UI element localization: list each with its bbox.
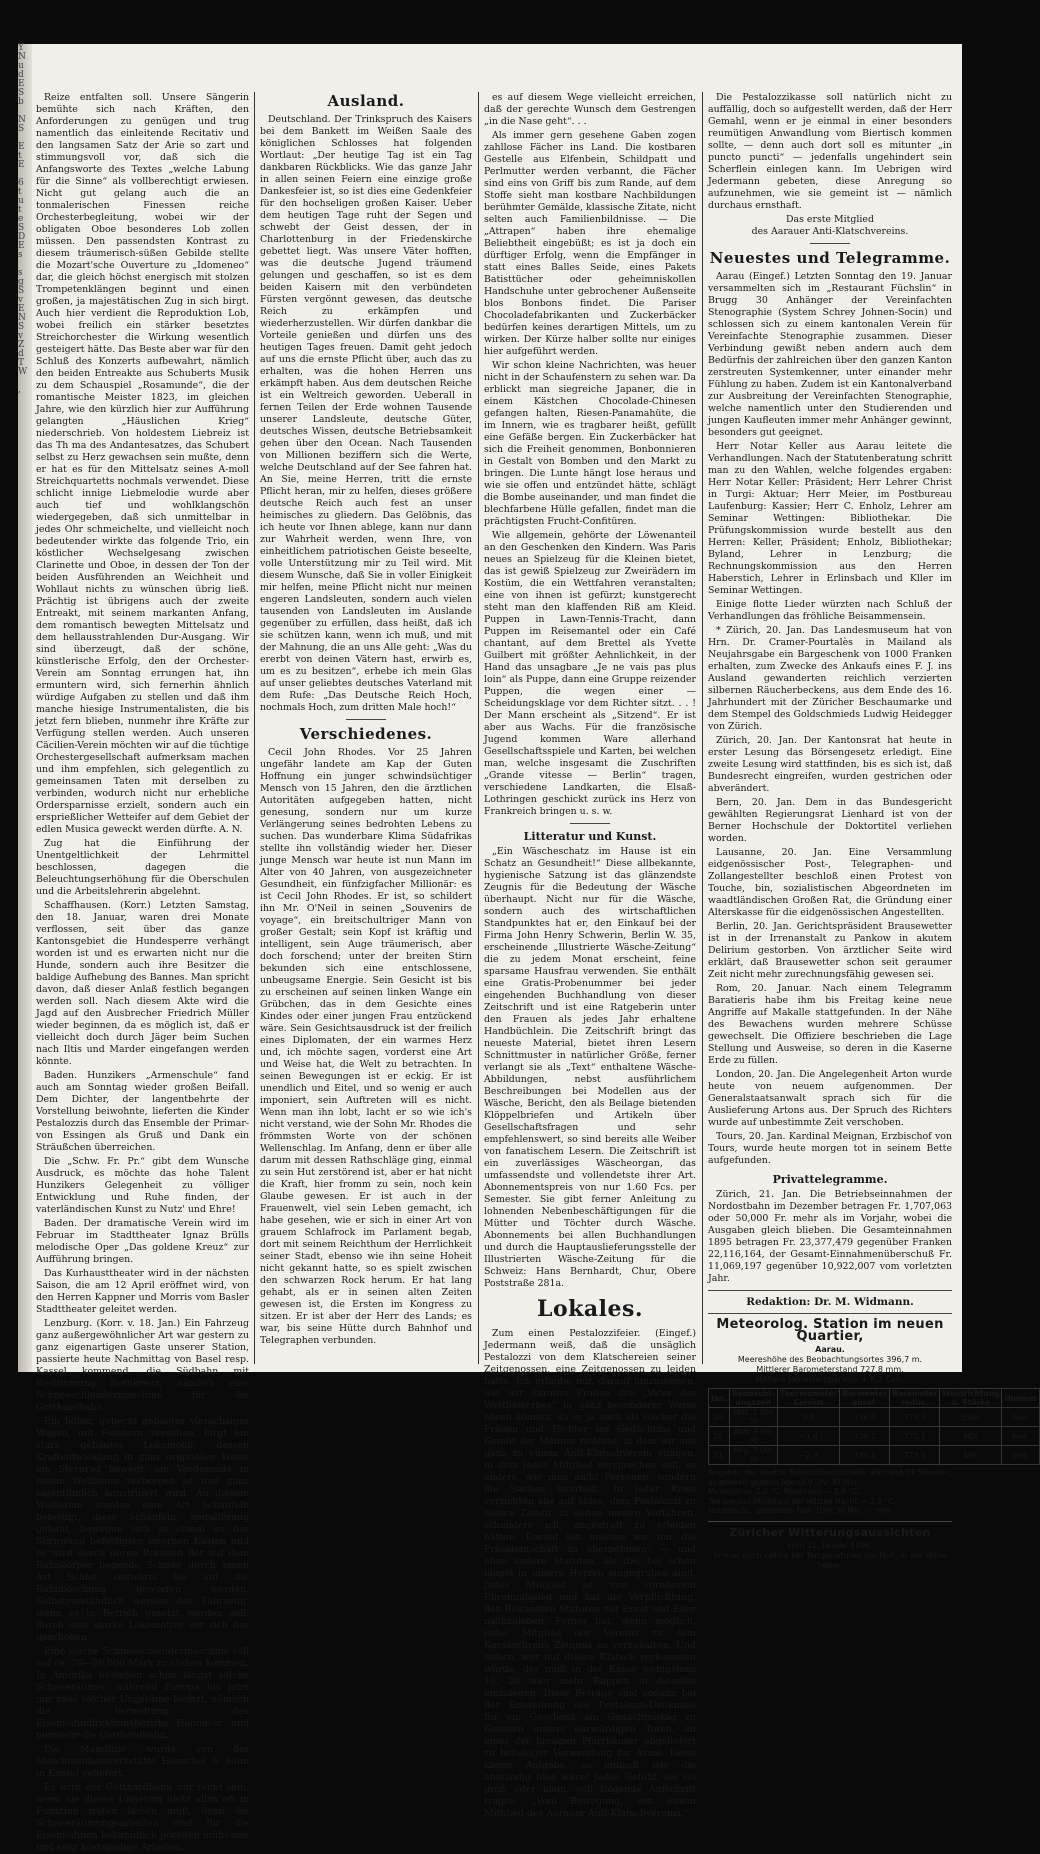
article-paragraph: Schaffhausen. (Korr.) Letzten Samstag, den 18. Januar, waren drei Monate verflossen, seit über das ganze Kantonsgebiet die Hundesperre verhängt worden ist und es erwarten nicht nur die Hunde, sondern auch ihre Besitzer die baldige Aufhebung des Bannes. Man spricht davon, daß dieser Anlaß festlich begangen werden soll. Nach diesem Akte wird die Jagd auf den Ausbrecher Friedrich Müller wieder beginnen, da es möglich ist, daß er vielleicht doch durch Jäger beim Suchen nach Iltis und Marder eingefangen werden könnte. [36,900,249,1067]
weather-table-cell: bed. [1002,1427,1039,1446]
divider [346,719,386,720]
weather-table-header-cell: Barometer absol. [840,1389,890,1408]
article-paragraph: Wir schon kleine Nachrichten, was heuer nicht in der Schaufenstern zu sehen war. Da erblickt man siegreiche Japaner, die in einem Kästchen Chocolade-Chinesen gefangen halten, Riesen-Panamahüte, die im Innern, wie es tragbarer heißt, gefüllt eine Gefäße bergen. Ein Zuckerbäcker hat sich die Freiheit genommen, Bonbonnieren in Gestalt von Bomben und den Markt zu bringen. Die Lunte hängt lose heraus und wie sie offen und entzündet hätte, schlägt die Bombe auseinander, und man findet die blechfarbene Hülle gefallen, findet man die prächtigsten Frucht-Confitüren. [484,360,696,527]
forecast-title: Züricher Witterungsaussichten [729,1525,931,1539]
article-paragraph: Das Kurhausttheater wird in der nächsten Saison, die am 12 April eröffnet wird, von den Herren Kappner und Morris vom Basler Stadttheater geleitet werden. [36,1268,249,1315]
weather-note: Niederschl., gemessen früh 7Uhr 30 Min. — mm. [708,1506,893,1515]
weather-note: Minimum — 2,0 °C. Maximum — 2,0 °C. [708,1487,860,1496]
signature: Das erste Mitglied des Aarauer Anti-Klatschvereins. [751,214,909,237]
article-paragraph: „Ein Wäscheschatz im Hause ist ein Schatz an Gesundheit!“ Diese allbekannte, hygienische Satzung ist das glänzendste Zeugnis für die Bedeutung der Wäsche überhaupt. Nicht nur für die Wäsche, sondern auch des wirtschaftlichen Standpunktes hat er, den Einkauf bei der Firma John Henry Schwerin, Berlin W. 35, erscheinende „Illustrierte Wäsche-Zeitung“ die zu jedem Monat erscheint, feine sparsame Hausfrau verwenden. Sie enthält eine Gratis-Probenummer bei jeder eingehenden Buchhandlung von dieser Zeitschrift und ist eine Ratgeberin unter den Frauen als jedes Jahr erhaltene Handbüchlein. Die Zeitschrift bringt das neueste Material, bietet ihren Lesern Schnittmuster in natürlicher Größe, ferner verlangt sie als „Text“ enthaltene Wäsche-Abbildungen, nebst ausführlichem Beschreibungen bei Modellen aus der Wäsche, Bericht, den als Beilage bietenden Klöppelbriefen und Artikeln über Gesellschaftsfragen und sehr empfehlenswert, so sind bereits alle Weiber von fanatischem Lesern. Die Zeitschrift ist ein zuverlässiges Wäscheorgan, das umfassendste und vollendetste ihrer Art. Abonnementspreis von nur 1.60 Fcs. per Semester. Sie gibt ferner Anleitung zu lohnenden Nebenbeschäftigungen für die Mütter und Töchter durch Wäsche. Abonnements bei allen Buchhandlungen und durch die Hauptauslieferungsstelle der Illustrierten Wäsche-Zeitung für die Schweiz: Hans Bernhardt, Chur, Obere Poststraße 281a. [484,846,696,1289]
weather-table-cell: 773,1 [890,1408,940,1427]
weather-notes [708,1468,952,1516]
article-paragraph: Die Maschine wurde von der Maschinenbauwerkstätte Henschel & Sohn in Kassel geliefert. [36,1744,249,1779]
weather-table-cell: 736,1 [840,1446,890,1465]
telegram-paragraph: Herr Notar Keller aus Aarau leitete die Verhandlungen. Nach der Statutenberatung schritt man zu den Wahlen, welche folgendes ergaben: Herr Notar Keller: Präsident; Herr Lehrer Christ in Turgi: Aktuar; Herr Meier, im Postbureau Laufenburg: Kassier; Herr C. Enholz, Lehrer am Seminar Wettingen: Bibliothekar. Die Prüfungskommission wurde bestellt aus den Herren: Keller, Präsident; Enholz, Bibliothekar; Byland, Lehrer in Lenzburg; die Rechnungskommission aus den Herren Haberstich, Lehrer in Erlinsbach und Kller im Seminar Wettingen. [708,441,952,596]
weather-table-cell: 773,9 [890,1446,940,1465]
column-4 [708,92,1037,1570]
weather-table-cell: bed. [1002,1408,1039,1427]
weather-elevation: Meereshöhe des Beobachtungsortes 396,7 m. [737,1355,923,1364]
pestalozzi-continuation: Die Pestalozzikasse soll natürlich nicht zu auffällig, doch so aufgestellt werden, daß der Herr Gemahl, wenn er je einmal in einer besonders reumütigen Anwandlung vom Biertisch kommen sollte, — denn auch dort soll es mitunter „in puncto puncti“ — jedenfalls ungehindert sein Scherflein einlegen kann. Im Uebrigen wird Jedermann gebeten, diese Anregung so aufzunehmen, wie sie gemeint ist — nämlich durchaus ernsthaft. [708,92,952,211]
forecast-date: vom 21. Januar 1896. [786,1540,874,1550]
column-1 [36,92,249,1853]
table-row [709,1446,1040,1465]
verschiedenes-body [260,747,472,1347]
column-rule [478,92,479,1364]
weather-table-header-cell: Barometer reduc. [890,1389,940,1408]
telegram-paragraph: * Zürich, 20. Jan. Das Landesmuseum hat von Hrn. Dr. Cramer-Pourtalès in Mailand als Neujahrsgabe ein Bargeschenk von 1000 Franken erhalten, zum Zwecke des Ankaufs eines F. J. ins Ausland gewanderten reichlich verzierten silbernen Räucherbeckens, aus dem Ende des 16. Jahrhundert mit der Züricher Beschaumarke und dem Stempel des Goldschmieds Ludwig Heidegger von Zürich. [708,625,952,732]
article-paragraph: Die „Schw. Fr. Pr.“ gibt dem Wunsche Ausdruck, es möchte das hohe Talent Hunzikers Gelegenheit zu völliger Entwicklung und Ruhe finden, der vaterländischen Kunst zu Nutz' und Ehre! [36,1156,249,1215]
article-paragraph: Baden. Hunzikers „Armenschule“ fand auch am Sonntag wieder großen Beifall. Dem Dichter, der langentbehrte der Vorstellung beiwohnte, lieferten die Kinder Pestalozzis durch das Ensemble der Primar- von Essingen als Gruß und Dank ein Sträußchen überreichen. [36,1070,249,1153]
column-3-body [484,92,696,818]
article-paragraph: Zum einen Pestalozzifeier. (Eingef.) Jedermann weiß, daß die unsäglich Pestalozzi von dem Klatschereien seiner Zeitgenossen, eine Zeitgenossen zu leiden hatte. Ich erlaube mir, darauf hinzuweisen, wie wir Aarauer Frauen den „Vater des Wettbewerbes“ in ganz besonderer Weise ehren können, da er ja auch als solcher die Frauen und Töchter ins Gedächtnis und Gemüt der Männer richtete, in dem wir uns ganz zu einem Anti-Klatschverein einigen, in dem jedes Mitglied versprechen soll, es anders, wie man nicht Personen, sondern die Sachen beurteilt. In jeder Krise verzichten alle auf übles, dem Pestalozzi zu seinen Zeiten, in denen unsere Vorfahren, schaudere ich, ungestraft zu erleiden hätten. Darauf hin müssen wir nur die Präsidentschaft zu übernehmen? — und ohne andere Statuten, als die, bei schon längst in unsere Herzen eingegraben sind. Jedes Mitglied ist von vornherein Ehrenmitglied und hat die Verpflichtung, den Bekannten Statuten mit Ernst und Eifer nachzuleben. Ferner hat, wenn möglich, jedes Mitglied des Vereins zu dem Kassaschrank Zeugnis zu vorzuhalten. Und sofern, wer auf diesen Klatsch vorkommen würde, der muß in der Kasse wenigstens 10, 20 oder mehr Rappen in dieselbe einzulegen. Diese Beträge sind sodann bei der Einweihung des Pestalozzi-Denkmals für ein Geschenk am Gedächtnistag zu Gunsten unsers ehrwürdigen Toten, an eines der hiesigen Pfarrhäuser abgeliefert zu beliebiger Verwendung für Arme. Diese kleine Aufgabe, so einfach wie die anständig Idee wäre! Jedes Gefühl, sie sei groß oder klein, soll folgende Aufschrift tragen: „Vom Bewegung, von einem Mitglied des Aarauer Anti-Klatschvereins.“ [484,1328,696,1819]
divider [570,823,610,824]
weather-table-cell: bed. [1002,1446,1039,1465]
weather-annual-temp: Mittlere Jahrestemperatur + 8,2 Cels. [755,1375,905,1384]
telegram-paragraph: Zürich, 20. Jan. Der Kantonsrat hat heute in erster Lesung das Börsengesetz erledigt. Eine zweite Lesung wird stattfinden, bis es sich ist, daß Bundesrecht eingreifen, wurden gestrichen oder abverändert. [708,735,952,794]
article-paragraph: Lenzburg. (Korr. v. 18. Jan.) Ein Fahrzeug ganz außergewöhnlicher Art war gestern zu ganz eigenartigen Gaste unserer Station, passierte heute Nachmittag von Basel resp. Kassel kommend, die Südbahn mit Bestimmung Rothkreuz, nämlich eine Schneeschleudermaschine für die Gotthardbahn. [36,1318,249,1413]
weather-table-header [709,1389,1040,1408]
weather-table-body [709,1408,1040,1465]
section-heading-lokales: Lokales. [536,1296,644,1322]
telegram-paragraph: Tours, 20. Jan. Kardinal Meignan, Erzbischof von Tours, wurde heute morgen tot in seinem Bette aufgefunden. [708,1131,952,1166]
newspaper-page [18,43,1037,1853]
weather-table-header-cell: Thermometer Celsius [777,1389,839,1408]
section-heading-privattelegramme: Privattelegramme. [772,1173,888,1186]
article-paragraph: Ein höher, gebeckt gebauter vierachsiger Wagen, mit Fenstern versehen, birgt ein stark gebautes Lokomobil, dessen Kraftentwicklung in ganz origineller Weise ein Sternrad bewegt, am Vorderende in einem Wellbaum verborgen ist und ganz eigentümlich konstruiert wird. An diesem Wellbaum werden eine Art Schaufeln befestigt, diese Schaufeln, spiralförmig gebaut, bewegen sich in einem an der Stirnwand befestigten eisernen Kasten und es wird durch deren Rotation der auf dem Bahnkörper liegende Schnee durch einen Art Schlot seitwärts bis auf die Bahnböschung geworfen werden. Selbstverständlich werden das Fahrzeug, wenn es in Betrieb gesetzt werden soll, durch eine starke Lokomotive vor sich her geschoben. [36,1416,249,1643]
weather-note: Angaben der heut in Extremthermometer während 24 Stunden, abgelesen gestern Abend 9 Uhr 30 Min. [708,1468,952,1487]
table-row [709,1408,1040,1427]
weather-note: Temperatur-Minimum der letzten Nacht — 2,0 °C. [708,1496,896,1506]
telegram-paragraph: Einige flotte Lieder würzten nach Schluß der Verhandlungen das fröhliche Beisammensein. [708,599,952,622]
weather-station-title: Meteorolog. Station im neuen Quartier, [716,1317,944,1344]
article-paragraph: Zug hat die Einführung der Unentgeltlichkeit der Lehrmittel beschlossen, dagegen die Beleuchtungserhöhung für die Oberschulen und die Arbeitslehrerin abgelehnt. [36,838,249,897]
ausland-body [260,114,472,714]
article-paragraph: Es wird der Gotthardbahn nur recht sein, wenn sie dieses Ungetüm nicht allzu oft in Funktion treten lassen muß, denn die Schneeräumungsarbeiten sind für die Eisenbahnen bekanntlich jeweilen mühsame und sehr kostspielige Arbeiten. [36,1782,249,1853]
weather-table-header-cell: Himmel [1002,1389,1039,1408]
weather-table-header-cell: Jan. [709,1389,730,1408]
weather-table-cell: 20. [709,1427,730,1446]
weather-barometer-mean: Mittlerer Barometerstand 727,8 mm. [756,1365,904,1374]
weather-table-cell: NO₁ [940,1446,1002,1465]
column-2 [260,92,472,1364]
telegram-paragraph: Berlin, 20. Jan. Gerichtspräsident Brausewetter ist in der Irrenanstalt zu Pankow in akutem Delirium gestorben. Von ärztlicher Seite wird erklärt, daß Brausewetter schon seit geraumer Zeit nicht mehr zurechnungsfähig gewesen sei. [708,921,952,980]
telegram-paragraph: London, 20. Jan. Die Angelegenheit Arton wurde heute von neuem aufgenommen. Der Generalstaatsanwalt sprach sich für die Auslieferung Artons aus. Der Spruch des Richters wurde auf unbestimmte Zeit verschoben. [708,1069,952,1128]
article-paragraph: Reize entfalten soll. Unsere Sängerin bemühte sich nach Kräften, den Anforderungen zu genügen und trug namentlich das einleitende Recitativ und den langsamen Satz der Arie so zart und stimmungsvoll vor, daß sich die Anfangsworte des Textes „welche Labung für die Sinne“ als vollberechtigt erwiesen. Nicht gut gelang auch die an tonmalerischen Finessen reiche Orchesterbegleitung, wobei wir der obligaten Oboe besonderes Lob zollen müssen. Den passendsten Kontrast zu diesem träumerisch-süßen Gebilde stellte die Mozart'sche Ouverture zu „Idomeneo“ dar, die gleich höchst energisch mit stolzen Trompetenklängen beginnt und einen großen, ja majestätischen Zug in sich birgt. Auch hier verdient die Reproduktion Lob, wobei freilich ein stärker besetztes Streichorchester die Wirkung wesentlich gesteigert hätte. Das Beste aber war für den Schluß des Konzerts aufbewahrt, nämlich den beiden Entreakte aus Schuberts Musik zu dem Schauspiel „Rosamunde“, die der romantische Meister 1823, im gleichen Jahre, wie den kürzlich hier zur Aufführung gelangten „Häuslichen Krieg“ niederschrieb. Von holdestem Liebreiz ist das Th ma des Andantesatzes, das Schubert selbst zu Herz gewachsen sein mußte, denn er hat es für den Mittelsatz seines A-moll Streichquartetts nochmals verwendet. Diese schlicht innige Liebmelodie wurde aber auch tief und wohlklangschön wiedergegeben, daß sich unmittelbar in jedes Ohr schmeichelte, und vielleicht noch bedeutender wirkte das folgende Trio, ein köstlicher Wechselgesang zwischen Clarinette und Oboe, in dessen der Ton der beiden Ausführenden an Weichheit und Wohllaut nichts zu wünschen übrig ließ. Prächtig ist übrigens auch der zweite Entreakt, mit seinem markanten Anfang, dem romantisch bewegten Mittelsatz und dem hellausstrahlenden Dur-Ausgang. Wir sind überzeugt, daß der schöne, künstlerische Erfolg, den der Orchester-Verein am Sonntag errungen hat, ihn ermuntern wird, sich fernerhin ähnlich würdige Aufgaben zu stellen und daß ihm manche hiesige Instrumentalisten, die bis jetzt fern blieben, nunmehr ihre Kräfte zur Verfügung stellen werden. Auch unseren Cäcilien-Verein möchten wir auf die tüchtige Orchestergesellschaft aufmerksam machen und ihm empfehlen, sich gelegentlich zu gemeinsamen Taten mit derselben zu verbinden, wodurch nicht nur erhebliche Ordersparnisse erzielt, sondern auch ein ersprießlicher Wetteifer auf dem Gebiet der edlen Musica geweckt werden dürfte. A. N. [36,92,249,835]
weather-table-cell: 20. [709,1408,730,1427]
article-paragraph: Wie allgemein, gehörte der Löwenanteil an den Geschenken den Kindern. Was Paris neues an Spielzeug für die Kleinen bietet, das ist gewiß Spielzeug zur Zweirädern im Kostüm, die ein Wettfahren veranstalten; eine von ihnen ist gefürzt; kunstgerecht steht man den klaffenden Riß am Kleid. Puppen in Lawn-Tennis-Tracht, dann Puppen im Reisemantel oder ein Café chantant, auf dem Brettel als Yvette Guilbert mit größter Aehnlichkeit, in der Hand das unsagbare „Je ne vais pas plus loin“ als Puppe, dann eine Gruppe reizender Puppen, die wegen einer — Scheidungsklage vor dem Richter sitzt. . . ! Der Mann erscheint als „Sitzend“. Er ist aber aus Wachs. Für die französische Jugend kommen Ware allerhand Gesellschaftsspiele und Karten, bei welchen man, welche insgesamt die Zuschriften „Grande vitesse — Berlin“ tragen, verschiedene Landkarten, die Elsaß-Lothringen geschickt zurück ins Herz von Frankreich bringen u. s. w. [484,530,696,817]
spine-edge: Y N u d E S b N S E t E 6 t u t e S D E s s g S v E N S v Z d T W , [18,44,32,1372]
weather-table-cell: 0,0 [777,1408,839,1427]
telegram-paragraph: Lausanne, 20. Jan. Eine Versammlung eidgenössischer Post-, Telegraphen- und Zollangestellter beschloß einen Protest von Touche, bin, sozialistischen Abgeordneten im waadtländischen Großen Rat, die Gründung einer Alterskasse für die eidgenössischen Angestellten. [708,847,952,918]
weather-table-cell: Mitt. 1 Uhr 30 [730,1408,778,1427]
weather-table-cell: 21. [709,1446,730,1465]
section-heading-verschiedenes: Verschiedenes. [299,725,433,743]
article-paragraph: Als immer gern gesehene Gaben zogen zahllose Fächer ins Land. Die kostbaren Gestelle aus Elfenbein, Schildpatt und Perlmutter werden verbannt, die Fächer sind eins von Griff bis zum Rande, auf dem Stoffe sieht man kostbare Nachbildungen berühmter Gemälde, klassische Zitate, nicht selten auch Familienbildnisse. — Die „Attrapen“ haben ihre ehemalige Beliebtheit eingebüßt; es ist ja doch ein dürftiger Erfolg, wenn die Empfänger in statt eines Balles Seide, eines Pakets Batisttücher oder geheimniskollen Handschuhe unter gebrochener Außenseite blos Bonbons findet. Die Pariser Chocoladefabrikanten und Zuckerbäcker bedürfen keines derartigen Mittels, um zu wirken. Der Kürze halber sollte nur einiges hier aufgeführt werden. [484,130,696,357]
column-rule [702,92,703,1364]
article-paragraph: Deutschland. Der Trinkspruch des Kaisers bei dem Bankett im Weißen Saale des königlichen Schlosses hat folgenden Wortlaut: „Der heutige Tag ist ein Tag dankbaren Rückblicks. Wie das ganze Jahr in allen seinen Feiern eine einzige große Dankesfeier ist, so ist dies eine Gedenkfeier für den hochseligen großen Kaiser. Ueber dem heutigen Tage ruht der Segen und schwebt der Geist dessen, der in Charlottenburg in der Friedenskirche gebettet liegt. Was unsere Väter hofften, was die deutsche Jugend träumend gelungen und geschaffen, so ist es dem beiden Kaisern mit den verbündeten Fürsten vergönnt gewesen, das deutsche Reich zu erkämpfen und wiederherzustellen. Wir dürfen dankbar die Vorteile genießen und dürfen uns des heutigen Tages freuen. Damit geht jedoch auf uns die ernste Pflicht über, auch das zu erhalten, was die hohen Herren uns erkämpft haben. Aus dem deutschen Reiche ist ein Weltreich geworden. Ueberall in fernen Teilen der Erde wohnen Tausende unserer Landsleute, deutsche Güter, deutsches Wissen, deutsche Betriebsamkeit gehen über den Ocean. Nach Tausenden von Millionen beziffern sich die Werte, welche Deutschland auf der See fahren hat. An Sie, meine Herren, tritt die ernste Pflicht heran, mir zu helfen, dieses größere deutsche Reich auch fest an unser heimisches zu gliedern. Das Gelöbnis, das ich heute vor Ihnen ablege, kann nur dann zur Wahrheit werden, wenn Ihre, von einheitlichem patriotischen Geiste beseelte, volle Unterstützung mir zu Teil wird. Mit diesem Wunsche, daß Sie in voller Einigkeit mir helfen, meine Pflicht nicht nur meinen engeren Landsleuten, sondern auch vielen tausenden von Landsleuten im Auslande gegenüber zu erfüllen, dass heißt, daß ich sie schützen kann, wenn ich muß, und mit der Mahnung, die an uns Alle geht: „Was du ererbt von deinen Vätern hast, erwirb es, um es zu besitzen“, erhebe ich mein Glas auf unser geliebtes deutsches Vaterland mit dem Rufe: „Das Deutsche Reich Hoch, nochmals Hoch, zum dritten Male hoch!“ [260,114,472,713]
telegram-paragraph: Bern, 20. Jan. Dem in das Bundesgericht gewählten Regierungsrat Lienhard ist von der Berner Hochschule der Doktortitel verliehen worden. [708,797,952,844]
column-3 [484,92,696,1819]
editor-line: Redaktion: Dr. M. Widmann. [746,1296,914,1308]
section-heading-litteratur: Litteratur und Kunst. [523,830,657,843]
divider [708,1521,952,1522]
weather-table-header-cell: Windrichtung u. Stärke [940,1389,1002,1408]
article-paragraph: Baden. Der dramatische Verein wird im Februar im Stadttheater Ignaz Brülls melodische Oper „Das goldene Kreuz“ zur Aufführung bringen. [36,1218,249,1265]
weather-station-place: Aarau. [815,1345,845,1354]
weather-table-cell: 736,1 [840,1427,890,1446]
divider [708,1290,952,1291]
column-rule [254,92,255,1364]
weather-table-cell: SSW₂ [940,1408,1002,1427]
weather-table-cell: Abd. 9 Uhr 30 [730,1427,778,1446]
weather-table-cell: 773,7 [890,1427,940,1446]
divider [708,1313,952,1314]
article-paragraph: Eine solche Schneeschleudermaschine soll auf ca. 70—80,000 Mark zu stehen kommen. In Amerika bestehen schon längst solche Schneeräumer, während Europa bis jetzt nur zwei solcher Ungetüme besitzt, nämlich die Verwaltung des Eisenbahndirektionsbezirks Hannover und nunmehr die Gotthardbahn. [36,1646,249,1741]
weather-table-cell: Mrg. 7 Uhr 30 [730,1446,778,1465]
table-row [709,1427,1040,1446]
weather-table-cell: −1,6 [777,1427,839,1446]
weather-table-cell: −2,0 [777,1446,839,1465]
weather-table-cell: NO₁ [940,1427,1002,1446]
telegram-paragraph: Aarau (Eingef.) Letzten Sonntag den 19. Januar versammelten sich im „Restaurant Füchslin“ in Brugg 30 Anhänger der Vereinfachten Stenographie (System Schrey Johnen-Socin) und schlossen sich zu einem kantonalen Verein für Vereinfachte Stenographie zusammen. Dieser Verbindung gewißt neben andern auch dem Bedürfnis der zahlreichen über den ganzen Kanton zerstreuten Systemkenner, unter einander mehr Fühlung zu haben. Zudem ist ein Kantonalverband zur Ausbreitung der Vereinfachten Stenographie, welche namentlich unter den Studierenden und jungen Kaufleuten immer mehr Anhänger gewinnt, besonders gut geeignet. [708,271,952,438]
weather-table [708,1388,1040,1465]
weather-table-cell: 736,0 [840,1408,890,1427]
article-paragraph: es auf diesem Wege vielleicht erreichen, daß der gerechte Wunsch dem Gestrengen „in die Nase geht“. . . [484,92,696,127]
weather-station-box [708,1317,1037,1571]
divider [810,243,850,244]
section-heading-ausland: Ausland. [327,92,405,110]
weather-table-header-cell: Beobacht-ungszeit [730,1389,778,1408]
litteratur-body [484,846,696,1290]
telegram-paragraph: Rom, 20. Januar. Nach einem Telegramm Baratieris habe ihm bis Freitag keine neue Angriffe auf Makalle stattgefunden. In der Nähe des Bewachens wurden mehrere Schüsse gewechselt. Die Offiziere beschrieben die Lage Stellung und Ausweise, so deren in die Kaserne Erde zu füllen. [708,983,952,1066]
forecast-text: Immer noch neblig bei Temperaturen um Null, in der Höhe heiter. [713,1550,947,1570]
neuestes-body [708,271,952,1167]
lokales-body [484,1328,696,1820]
section-heading-neuestes: Neuestes und Telegramme. [709,249,951,267]
privattelegramm-text: Zürich, 21. Jan. Die Betriebseinnahmen der Nordostbahn im Dezember betragen Fr. 1,707,063 oder 50,000 Fr. mehr als im Vorjahr, wobei die Ausgaben gleich blieben. Die Gesamteinnahmen 1895 betragen Fr. 23,377,479 gegenüber Franken 22,116,164, der Gesamt-Einnahmenüberschuß Fr. 11,069,197 gegenüber 10,922,007 vom vorletzten Jahr. [708,1189,952,1284]
article-paragraph: Cecil John Rhodes. Vor 25 Jahren ungefähr landete am Kap der Guten Hoffnung ein junger schwindsüchtiger Mensch von 15 Jahren, den die ärztlichen Autoritäten aufgegeben hatten, nicht genesung, sondern nur um kurze Verlängerung seines bedrohten Lebens zu suchen. Das wunderbare Klima Südafrikas stellte ihn vollständig wieder her. Dieser junge Mensch war heute ist nun Mann im Alter von 40 Jahren, von ausgezeichneter Gesundheit, ein fünfzigfacher Millionär: es ist Cecil John Rhodes. Er ist, so schildert ihn Mr. O'Neil in seinen „Souvenirs de voyage“, ein breitschultriger Mann von großer Gestalt; sein Kopf ist kräftig und intelligent, sein Auge träumerisch, aber doch forschend; unter der breiten Stirn bekunden sich eine entschlossene, unbeugsame Energie. Sein Gesicht ist bis zu erscheinen auf seinen linken Wange ein Grübchen, das in dem Gesichte eines Kindes oder einer jungen Frau entzückend wäre. Sein Gesichtsausdruck ist der freilich eines Diplomaten, der ein warmes Herz und, ich möchte sagen, vorderst eine Art und Weise hat, die Welt zu betrachten. In seinen Bewegungen ist er eckig. Er ist unendlich und Eitel, und so wenig er auch imponiert, sein Auftreten will es nicht. Wenn man ihn lobt, lacht er so wie ich's nicht verstand, wie der Sohn Mr. Rhodes die frömmsten Worte von der schönen Wellenschlag. Im Anfang, denn er über alle darum mit dessen Rathschläge ging, einmal zu sein Hut zerstörend ist, aber er hat nicht die Kraft, hier fromm zu sein, noch kein Glaube gewesen. Er ist auch in der Frauenwelt, viel sein Leben gemacht, ich habe gesehen, wie er sich in einer Art von grauem Schlafrock im Parlament begab, dort mit seinem Reichthum der Herrlichkeit seiner Stadt, ebenso wie ihn seine Hoheit nicht gekannt hatte, so es spielt zwischen den schwarzen Rock herum. Er hat lang gehabt, als er in seinen alten Zeiten gewesen ist, die Ersten im Kongress zu sitzen. Er ist aber der Herr des Lands; es war, bis seine Hütte durch Bahnhof und Telegraphen verbunden. [260,747,472,1346]
